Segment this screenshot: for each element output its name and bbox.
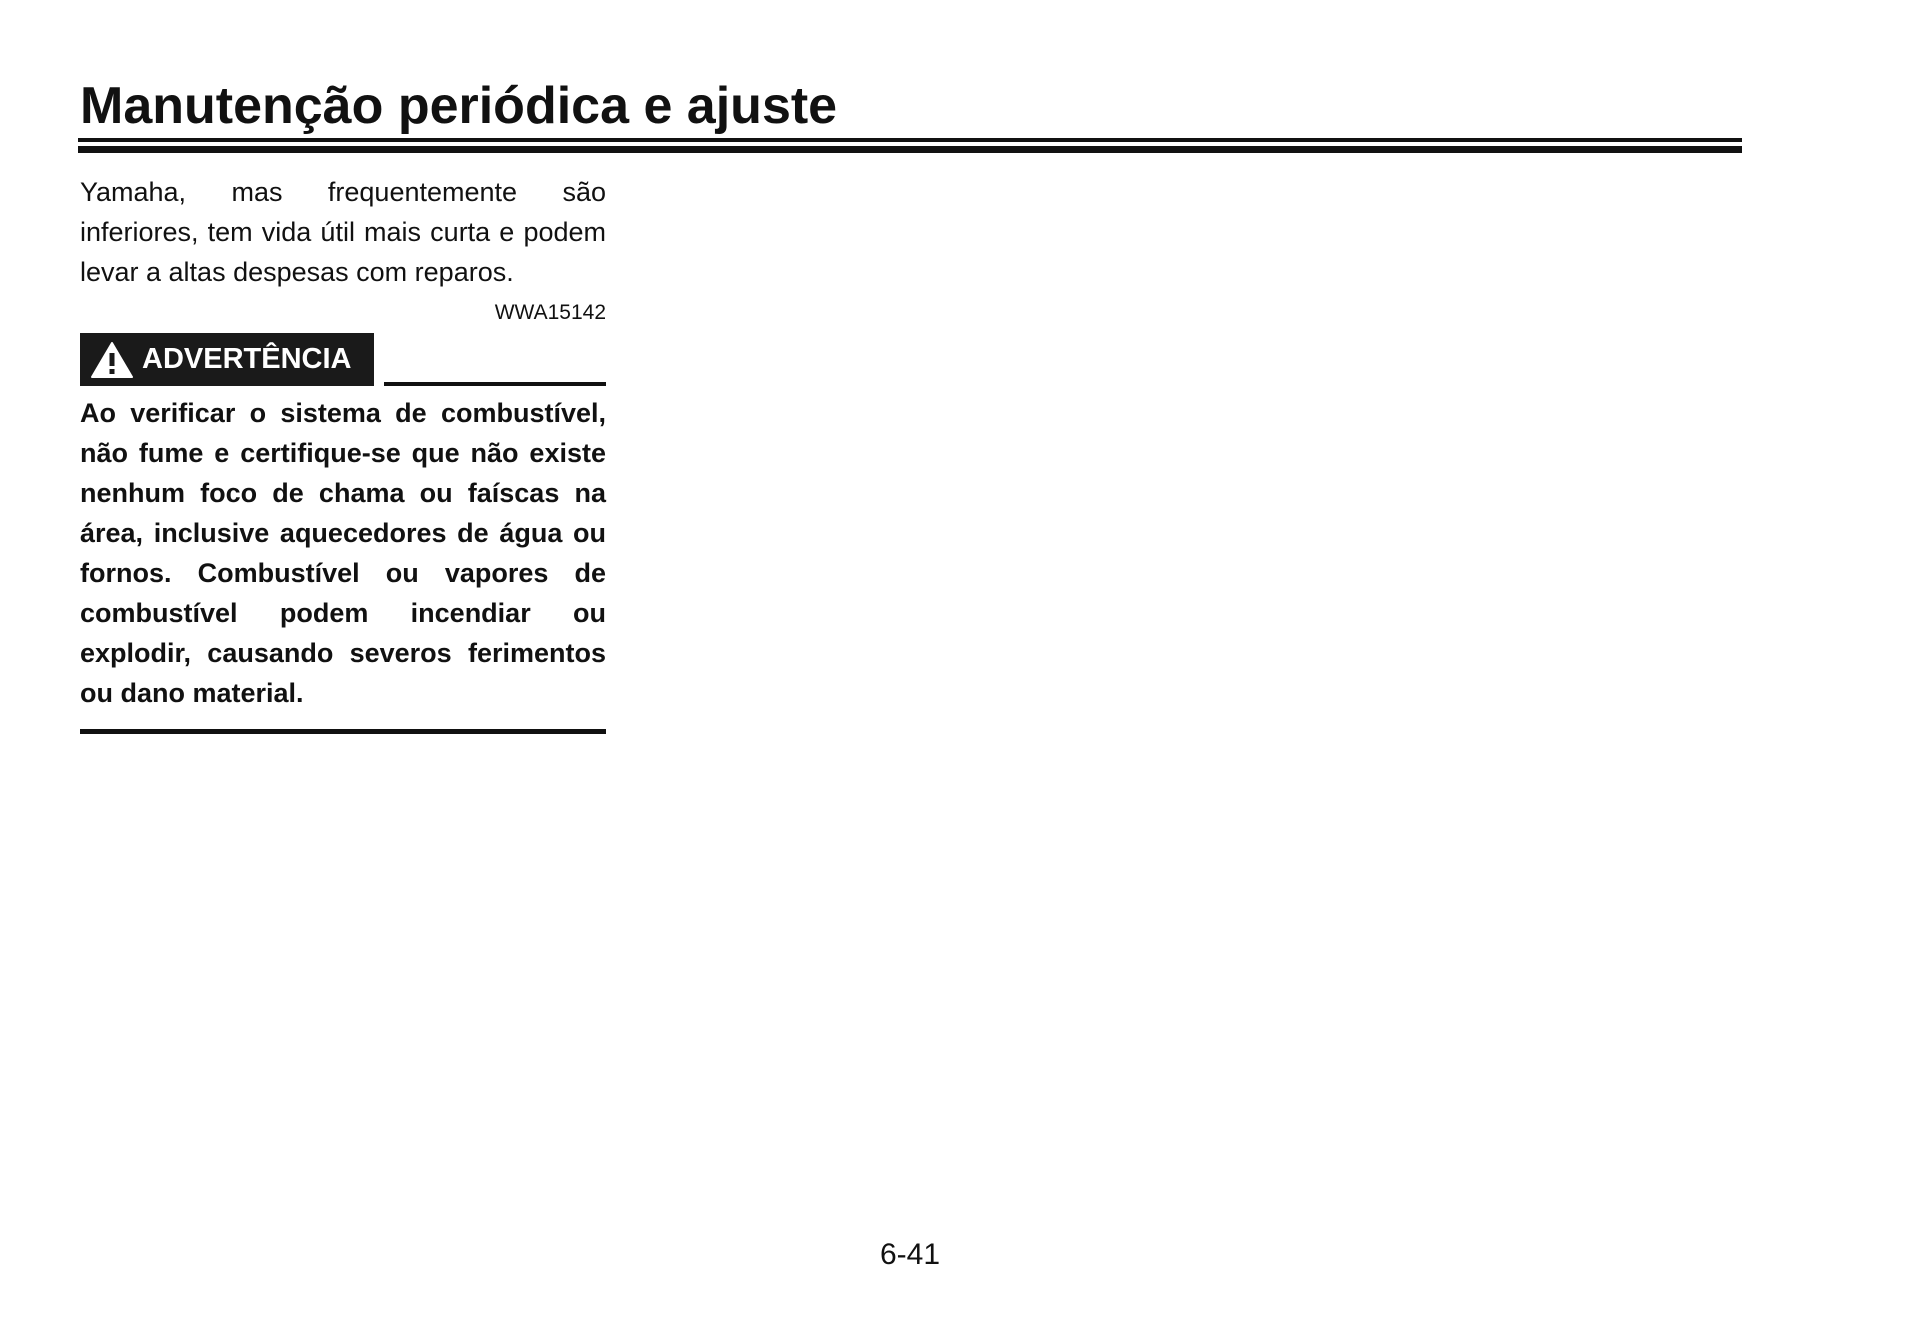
- body-paragraph: Yamaha, mas frequentemente são inferiores, tem vida útil mais curta e podem levar a altas despesas com reparos.: [80, 177, 606, 287]
- warning-label: ADVERTÊNCIA: [142, 343, 352, 375]
- warning-header-line: [384, 382, 606, 386]
- content-column: [80, 172, 606, 734]
- page-number: 6-41: [879, 1238, 941, 1271]
- reference-code: WWA15142: [494, 301, 606, 324]
- page-title: Manutenção periódica e ajuste: [80, 77, 838, 135]
- warning-header: [80, 333, 606, 389]
- header-rule-thick: [78, 146, 1742, 153]
- warning-triangle-icon: [90, 341, 134, 379]
- warning-end-rule: [80, 729, 606, 734]
- header-rule-thin: [78, 138, 1742, 142]
- warning-badge: [80, 333, 374, 386]
- warning-text: Ao verificar o sistema de combustível, não fume e certifique-se que não existe nenhum foco de chama ou faíscas na área, inclusive aquecedores de água ou fornos. Combustível ou vapores de combustível podem incendiar ou explodir, causando severos ferimentos ou dano material.: [80, 398, 606, 708]
- page-header: [80, 76, 1740, 136]
